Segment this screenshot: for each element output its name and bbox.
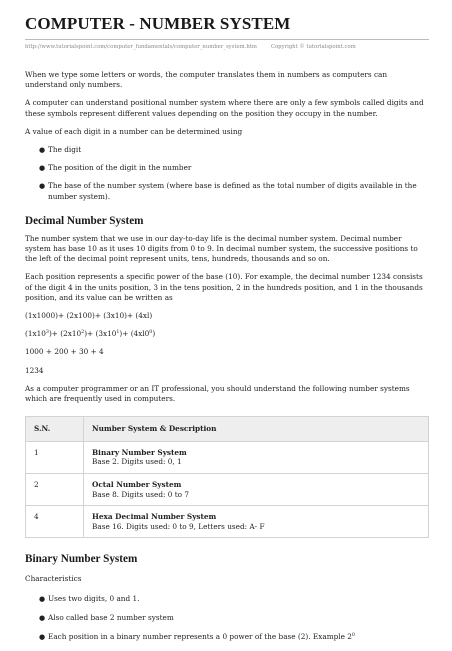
row-sn: 1 (26, 441, 84, 473)
section-heading-binary: Binary Number System (25, 553, 138, 566)
equation-2: $(1x10^3)+ (2x10^2)+ (3x10^1)+ (4xl0^0)$ (25, 329, 156, 339)
list-item: ● The base of the number system (where base is defined as the total number of digits available in the number system). (39, 181, 417, 201)
table-header-row (26, 417, 429, 442)
source-line (25, 43, 429, 51)
decimal-paragraph-3: As a computer programmer or an IT professional, you should understand the following number systems which are frequently used in computers. (25, 383, 410, 404)
row-description: Octal Number System Base 8. Digits used: 0 to 7 (84, 474, 429, 506)
intro-paragraph-3: A value of each digit in a number can be determined using (25, 126, 243, 136)
copyright-notice: Copyright © tutorialspoint.com (270, 44, 356, 50)
title-divider (25, 39, 429, 40)
list-item: ● Also called base 2 number system (39, 612, 174, 622)
row-description: Hexa Decimal Number System Base 16. Digits used: 0 to 9, Letters used: A- F (84, 506, 429, 538)
bullet-icon: ● (39, 182, 46, 191)
table-row (26, 506, 429, 538)
decimal-paragraph-2: Each position represents a specific power of the base (10). For example, the decimal number 1234 consists of the digit 4 in the units position, 3 in the tens position, 2 in the hundreds position, and 1 in the thousands position, and its value can be written as (25, 272, 423, 302)
row-sn: 4 (26, 506, 84, 538)
bullet-icon: ● (39, 633, 46, 642)
bullet-icon: ● (39, 594, 46, 603)
list-item: ● Uses two digits, 0 and 1. (39, 593, 140, 603)
page-title: COMPUTER - NUMBER SYSTEM (25, 14, 291, 33)
column-header-description: Number System & Description (84, 417, 429, 442)
equation-3: 1000 + 200 + 30 + 4 (25, 347, 104, 357)
decimal-paragraph-1: The number system that we use in our day-to-day life is the decimal number system. Decimal number system has base 10 as it uses 10 digits from 0 to 9. In decimal number system, the successive positions to the left of the decimal point represent units, tens, hundreds, thousands and so on. (25, 233, 418, 264)
list-item: ● The position of the digit in the number (39, 163, 192, 173)
list-item: ● Each position in a binary number represents a 0 power of the base (2). Example $2^0$ (39, 632, 355, 642)
list-item: ● The digit (39, 145, 82, 155)
table-row (26, 441, 429, 473)
intro-paragraph-2: A computer can understand positional number system where there are only a few symbols called digits and these symbols represent different values depending on the position they occupy in the number. (25, 98, 424, 118)
number-system-table (25, 416, 429, 538)
bullet-icon: ● (39, 146, 46, 155)
source-url[interactable]: http://www.tutorialspoint.com/computer_fundamentals/computer_number_system.htm (25, 44, 257, 50)
equation-result: 1234 (25, 365, 44, 375)
binary-characteristics-list (25, 594, 429, 643)
row-description: Binary Number System Base 2. Digits used: 0, 1 (84, 441, 429, 473)
digit-value-list (25, 145, 429, 202)
table-row (26, 474, 429, 506)
intro-paragraph-1: When we type some letters or words, the computer translates them in numbers as computers can understand only numbers. (25, 70, 388, 90)
bullet-icon: ● (39, 164, 46, 173)
document-page (25, 0, 429, 651)
bullet-icon: ● (39, 613, 46, 622)
column-header-sn: S.N. (26, 417, 84, 442)
row-sn: 2 (26, 474, 84, 506)
equation-1: (1x1000)+ (2x100)+ (3x10)+ (4xl) (25, 311, 153, 321)
section-heading-decimal: Decimal Number System (25, 214, 144, 227)
characteristics-label: Characteristics (25, 574, 82, 584)
